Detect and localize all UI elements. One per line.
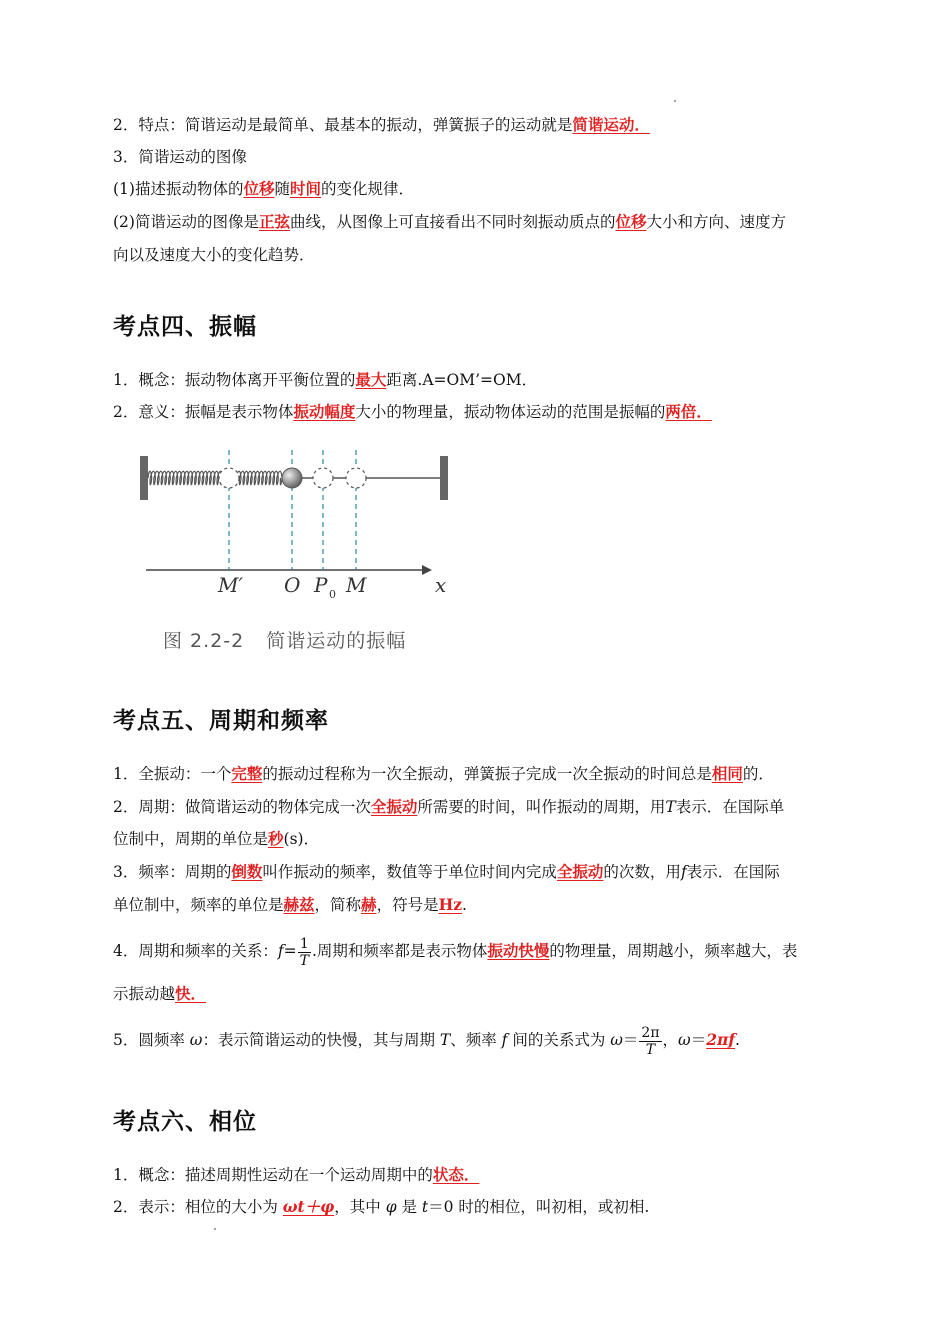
figure-number: 图 2.2-2 [163, 630, 245, 652]
label-m: M [346, 573, 367, 597]
section-5-item-3: 3．频率：周期的倒数叫作振动的频率，数值等于单位时间内完成全振动的次数，用f表示．在国际 [113, 862, 780, 881]
axis-arrow [422, 565, 432, 575]
label-p-subscript: 0 [329, 588, 336, 601]
figure-caption [163, 626, 406, 653]
figure-title: 简谐运动的振幅 [266, 630, 407, 652]
keyword: 时间 [290, 179, 322, 198]
section-5-item-1: 1．全振动：一个完整的振动过程称为一次全振动，弹簧振子完成一次全振动的时间总是相同的． [113, 764, 774, 783]
keyword: 赫兹 [283, 895, 315, 914]
label-x: x [435, 573, 447, 597]
keyword: 相同 [711, 764, 743, 783]
keyword: 完整 [231, 764, 263, 783]
section-4-item-2: 2．意义：振幅是表示物体振动幅度大小的物理量，振动物体运动的范围是振幅的两倍． [113, 402, 712, 421]
ghost-ball-m-prime [219, 468, 239, 488]
keyword: 全振动 [370, 797, 418, 816]
amplitude-figure [130, 448, 460, 608]
section-6-item-2: 2．表示：相位的大小为 ωt＋φ，其中 φ 是 t＝0 时的相位，叫初相，或初相. [113, 1197, 650, 1216]
section-4-title: 考点四、振幅 [113, 314, 257, 340]
keyword: 状态． [432, 1165, 480, 1184]
section-5-item-2: 2．周期：做简谐运动的物体完成一次全振动所需要的时间，叫作振动的周期，用T表示．在国际单 [113, 797, 785, 816]
left-wall [140, 456, 148, 500]
keyword: 2πf [706, 1030, 736, 1049]
fraction-2pi-over-t: $\frac{2\pi}{T}$ [641, 1024, 660, 1058]
section-4-item-1: 1．概念：振动物体离开平衡位置的最大距离.A=OM’=OM． [113, 370, 538, 389]
ghost-ball-m [346, 468, 366, 488]
section-5-item-2-line2: 位制中，周期的单位是秒(s)． [113, 829, 320, 848]
scan-dot-bottom [214, 1228, 216, 1230]
scan-dot-top [674, 100, 676, 102]
ball [282, 468, 302, 488]
section-5-item-5: 5．圆频率 ω：表示简谐运动的快慢，其与周期 T、频率 f 间的关系式为 ω＝ $\frac{2\pi}{T}$ ，ω＝2πf. [113, 1024, 740, 1058]
top-sub-2-line2: 向以及速度大小的变化趋势． [113, 246, 315, 264]
label-o: O [284, 573, 301, 597]
section-5-item-4: 4．周期和频率的关系：f= $\frac{1}{T}$ .周期和频率都是表示物体振动快慢的物理量，周期越小，频率越大，表 [113, 935, 798, 969]
keyword: 正弦 [258, 212, 290, 231]
keyword: 倒数 [231, 862, 263, 881]
top-sub-1: (1)描述振动物体的位移随时间的变化规律． [113, 179, 415, 198]
keyword: 振动快慢 [487, 941, 550, 960]
keyword: 快． [175, 984, 207, 1003]
keyword: 位移 [243, 179, 275, 198]
label-m-prime: M′ [218, 573, 244, 597]
spring [148, 471, 282, 485]
label-p: P [314, 573, 328, 597]
keyword: 赫 [361, 895, 377, 914]
section-6-item-1: 1．概念：描述周期性运动在一个运动周期中的状态． [113, 1165, 480, 1184]
keyword: 位移 [615, 212, 647, 231]
keyword: Hz [438, 895, 463, 914]
keyword: 全振动 [556, 862, 604, 881]
keyword: 简谐运动． [572, 115, 650, 134]
keyword: ωt＋φ [282, 1197, 335, 1216]
section-5-title: 考点五、周期和频率 [113, 708, 329, 734]
section-5-item-4-line2: 示振动越快． [113, 984, 207, 1003]
ghost-ball-p0 [313, 468, 333, 488]
right-wall [440, 456, 448, 500]
top-sub-2: (2)简谐运动的图像是正弦曲线，从图像上可直接看出不同时刻振动质点的位移大小和方向、速度方 [113, 212, 787, 231]
top-item-3: 3．简谐运动的图像 [113, 148, 247, 166]
top-item-2: 2．特点：简谐运动是最简单、最基本的振动，弹簧振子的运动就是简谐运动． [113, 115, 650, 134]
keyword: 两倍． [665, 402, 712, 421]
fraction-1-over-t: $\frac{1}{T}$ [299, 935, 309, 969]
section-5-item-3-line2: 单位制中，频率的单位是赫兹，简称赫，符号是Hz. [113, 895, 467, 914]
section-6-title: 考点六、相位 [113, 1109, 257, 1135]
keyword: 秒 [268, 829, 284, 848]
keyword: 最大 [355, 370, 387, 389]
keyword: 振动幅度 [293, 402, 356, 421]
